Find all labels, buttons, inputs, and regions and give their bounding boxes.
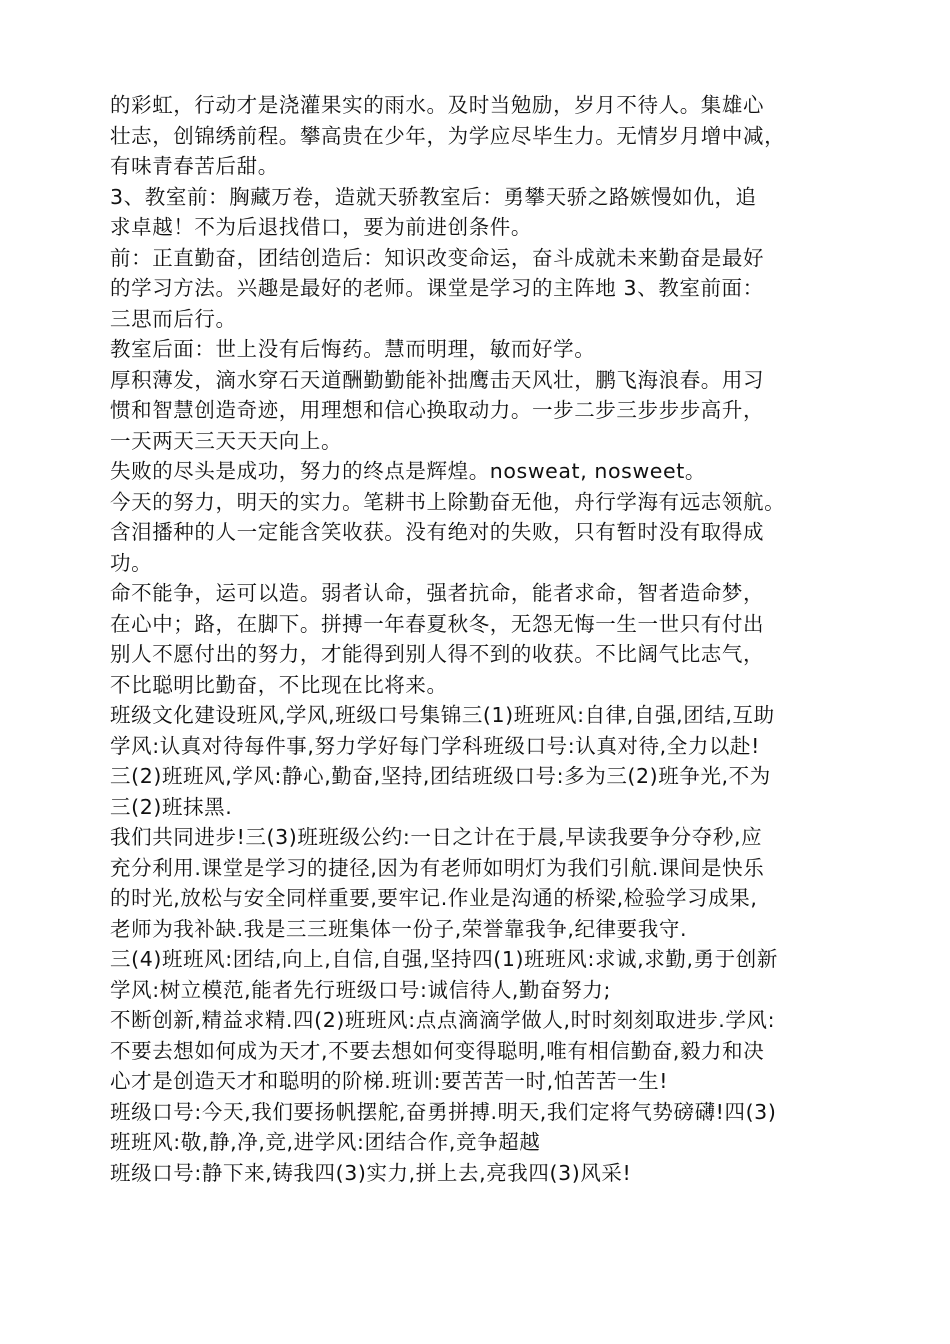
text-line: 失败的尽头是成功，努力的终点是辉煌。nosweat, nosweet。 bbox=[110, 459, 706, 483]
text-line: 老师为我补缺.我是三三班集体一份子,荣誉靠我争,纪律要我守. bbox=[110, 916, 688, 941]
text-line: 有味青春苦后甜。 bbox=[110, 154, 279, 178]
text-line: 厚积薄发，滴水穿石天道酬勤勤能补拙鹰击天风壮，鹏飞海浪春。用习 bbox=[110, 367, 765, 392]
text-line: 学风:树立模范,能者先行班级口号:诚信待人,勤奋努力; bbox=[110, 977, 611, 1002]
text-line: 教室后面：世上没有后悔药。慧而明理，敏而好学。 bbox=[110, 337, 596, 361]
text-line: 命不能争，运可以造。弱者认命，强者抗命，能者求命，智者造命梦， bbox=[110, 581, 765, 605]
document-body bbox=[110, 90, 870, 1188]
text-line: 充分利用.课堂是学习的捷径,因为有老师如明灯为我们引航.课间是快乐 bbox=[110, 855, 765, 880]
text-line: 前：正直勤奋，团结创造后：知识改变命运，奋斗成就未来勤奋是最好 bbox=[110, 245, 765, 270]
text-line: 壮志，创锦绣前程。攀高贵在少年，为学应尽毕生力。无情岁月增中减， bbox=[110, 123, 786, 148]
text-line: 三(4)班班风:团结,向上,自信,自强,坚持四(1)班班风:求诚,求勤,勇于创新 bbox=[110, 947, 778, 971]
text-line: 的彩虹，行动才是浇灌果实的雨水。及时当勉励，岁月不待人。集雄心 bbox=[110, 93, 765, 117]
text-line: 含泪播种的人一定能含笑收获。没有绝对的失败，只有暂时没有取得成 bbox=[110, 520, 765, 544]
text-line: 班级口号:静下来,铸我四(3)实力,拼上去,亮我四(3)风采! bbox=[110, 1160, 632, 1185]
text-line: 不要去想如何成为天才,不要去想如何变得聪明,唯有相信勤奋,毅力和决 bbox=[110, 1038, 765, 1063]
text-line: 惯和智慧创造奇迹，用理想和信心换取动力。一步二步三步步步高升， bbox=[110, 398, 765, 422]
text-line: 求卓越！不为后退找借口，要为前进创条件。 bbox=[110, 215, 532, 239]
text-line: 三(2)班抹黑. bbox=[110, 794, 233, 819]
text-line: 班班风:敬,静,净,竞,进学风:团结合作,竞争超越 bbox=[110, 1130, 541, 1154]
text-line: 在心中；路，在脚下。拼搏一年春夏秋冬，无怨无悔一生一世只有付出 bbox=[110, 611, 765, 636]
text-line: 三思而后行。 bbox=[110, 306, 237, 331]
text-line: 一天两天三天天天向上。 bbox=[110, 428, 343, 453]
text-line: 今天的努力，明天的实力。笔耕书上除勤奋无他，舟行学海有远志领航。 bbox=[110, 489, 786, 514]
text-line: 不比聪明比勤奋，不比现在比将来。 bbox=[110, 672, 448, 697]
text-line: 3、教室前：胸藏万卷，造就天骄教室后：勇攀天骄之路嫉慢如仇，追 bbox=[110, 184, 757, 209]
text-line: 心才是创造天才和聪明的阶梯.班训:要苦苦一时,怕苦苦一生! bbox=[110, 1069, 669, 1093]
text-line: 不断创新,精益求精.四(2)班班风:点点滴滴学做人,时时刻刻取进步.学风: bbox=[110, 1008, 776, 1032]
text-line: 三(2)班班风,学风:静心,勤奋,坚持,团结班级口号:多为三(2)班争光,不为 bbox=[110, 764, 771, 788]
text-line: 我们共同进步!三(3)班班级公约:一日之计在于晨,早读我要争分夺秒,应 bbox=[110, 825, 763, 849]
text-line: 学风:认真对待每件事,努力学好每门学科班级口号:认真对待,全力以赴! bbox=[110, 733, 760, 758]
text-line: 的时光,放松与安全同样重要,要牢记.作业是沟通的桥梁,检验学习成果, bbox=[110, 886, 758, 910]
text-line: 别人不愿付出的努力，才能得到别人得不到的收获。不比阔气比志气， bbox=[110, 642, 765, 666]
text-line: 功。 bbox=[110, 550, 153, 575]
text-line: 的学习方法。兴趣是最好的老师。课堂是学习的主阵地 3、教室前面： bbox=[110, 276, 764, 300]
text-line: 班级口号:今天,我们要扬帆摆舵,奋勇拼搏.明天,我们定将气势磅礴!四(3) bbox=[110, 1099, 777, 1124]
text-line: 班级文化建设班风,学风,班级口号集锦三(1)班班风:自律,自强,团结,互助 bbox=[110, 703, 775, 727]
